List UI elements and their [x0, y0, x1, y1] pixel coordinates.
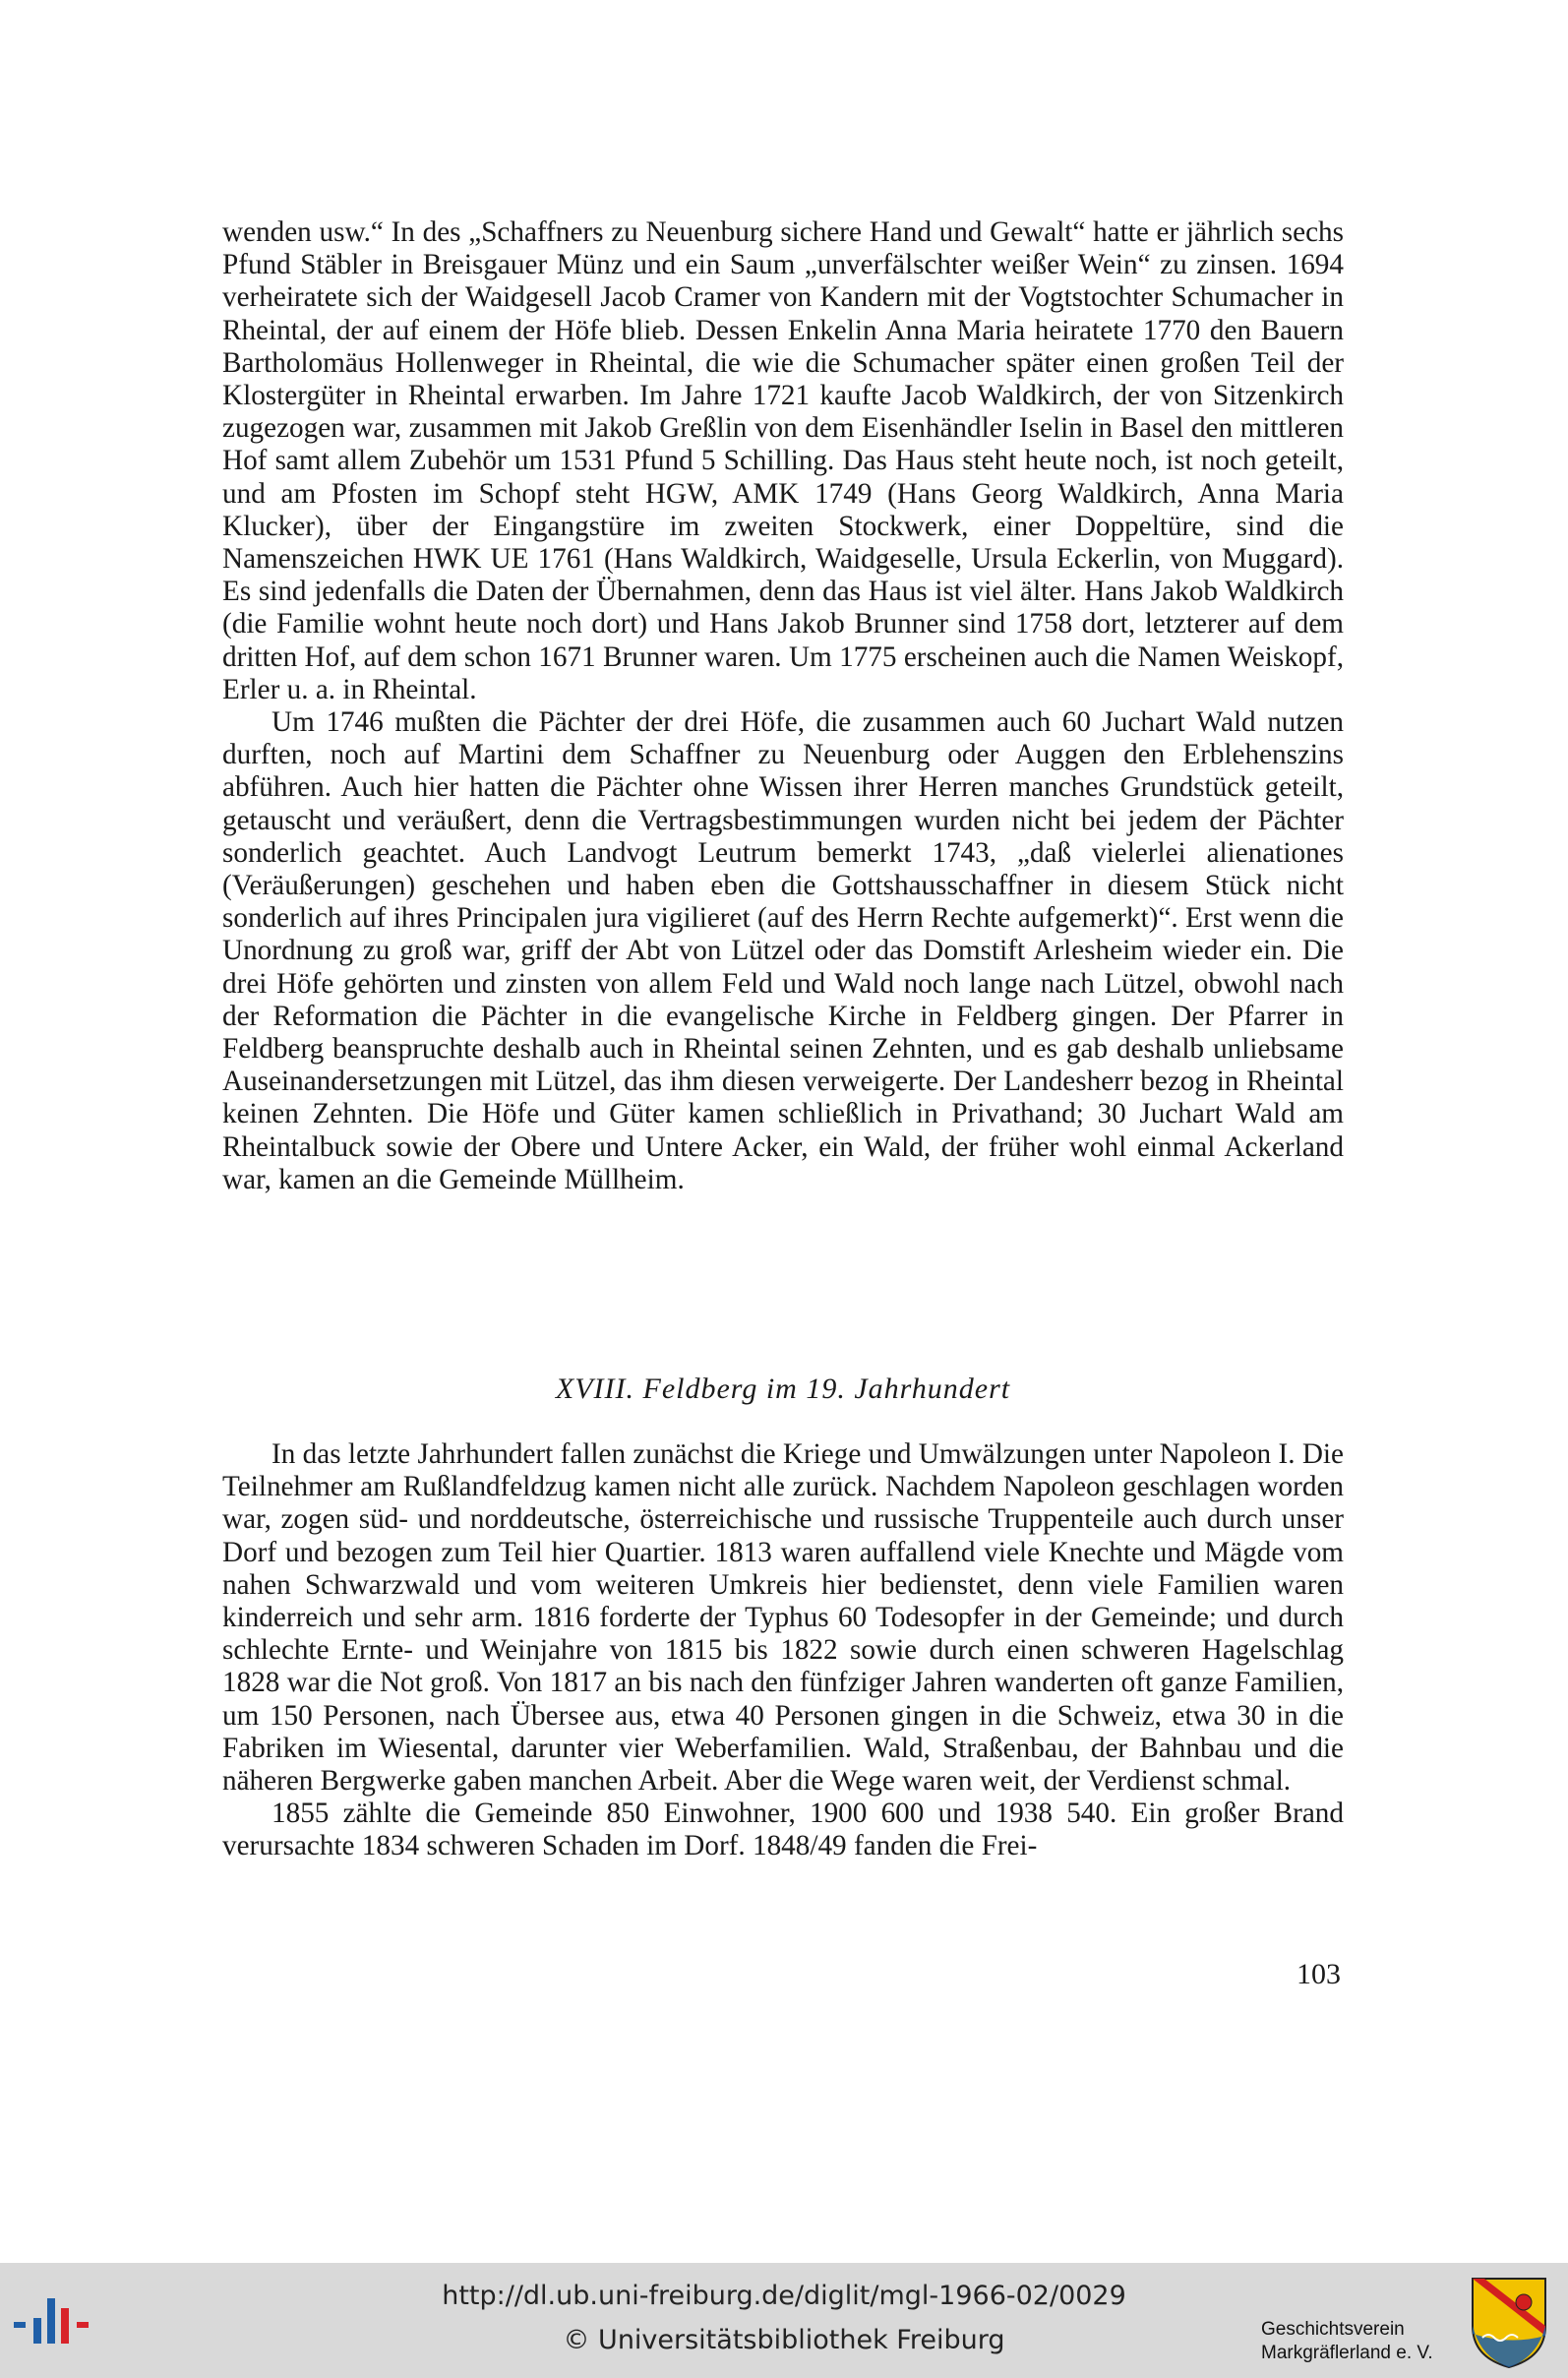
source-url-link[interactable]: http://dl.ub.uni-freiburg.de/diglit/mgl-1966-02/0029 — [442, 2281, 1126, 2311]
paragraph: 1855 zählte die Gemeinde 850 Einwohner, 1900 600 und 1938 540. Ein großer Brand verursachte 1834 schweren Schaden im Dorf. 1848/49 fanden die Frei- — [222, 1798, 1344, 1862]
paragraph: Um 1746 mußten die Pächter der drei Höfe, die zusammen auch 60 Juchart Wald nutzen durften, noch auf Martini dem Schaffner zu Neuenburg oder Auggen den Erblehenszins abführen. Auch hier hatten die Pächter ohne Wissen ihrer Herren manches Grundstück geteilt, getauscht und veräußert, denn die Vertragsbestimmungen wurden nicht bei jedem der Pächter sonderlich geachtet. Auch Landvogt Leutrum bemerkt 1743, „daß vielerlei alienationes (Veräußerungen) geschehen und haben eben die Gottshausschaffner in diesem Stück nicht sonderlich auf ihres Principalen jura vigilieret (auf des Herrn Rechte aufgemerkt)“. Erst wenn die Unordnung zu groß war, griff der Abt von Lützel oder das Domstift Arlesheim wieder ein. Die drei Höfe gehörten und zinsten von allem Feld und Wald noch lange nach Lützel, obwohl nach der Reformation die Pächter in die evangelische Kirche in Feldberg gingen. Der Pfarrer in Feldberg beanspruchte deshalb auch in Rheintal seinen Zehnten, und es gab deshalb unliebsame Auseinandersetzungen mit Lützel, das ihm diesen verweigerte. Der Landesherr bezog in Rheintal keinen Zehnten. Die Höfe und Güter kamen schließlich in Privathand; 30 Juchart Wald am Rheintalbuck sowie der Obere und Untere Acker, ein Wald, der früher wohl einmal Ackerland war, kamen an die Gemeinde Müllheim. — [222, 706, 1344, 1195]
organization-name — [1261, 2318, 1468, 2365]
body-text-top — [222, 216, 1344, 1196]
copyright-text: © Universitätsbibliothek Freiburg — [563, 2325, 1005, 2355]
coat-of-arms-icon — [1471, 2277, 1547, 2369]
footer-bar — [0, 2263, 1568, 2378]
paragraph: wenden usw.“ In des „Schaffners zu Neuenburg sichere Hand und Gewalt“ hatte er jährlich sechs Pfund Stäbler in Breisgauer Münz und ein Saum „unverfälschter weißer Wein“ zu zinsen. 1694 verheiratete sich der Waidgesell Jacob Cramer von Kandern mit der Vogtstochter Schumacher in Rheintal, der auf einem der Höfe blieb. Dessen Enkelin Anna Maria heiratete 1770 den Bauern Bartholomäus Hollenweger in Rheintal, die wie die Schumacher später einen großen Teil der Klostergüter in Rheintal erwarben. Im Jahre 1721 kaufte Jacob Waldkirch, der von Sitzenkirch zugezogen war, zusammen mit Jakob Greßlin von dem Eisenhändler Iselin in Basel den mittleren Hof samt allem Zubehör um 1531 Pfund 5 Schilling. Das Haus steht heute noch, ist noch geteilt, und am Pfosten im Schopf steht HGW, AMK 1749 (Hans Georg Waldkirch, Anna Maria Klucker), über der Eingangstüre im zweiten Stockwerk, einer Doppeltüre, sind die Namenszeichen HWK UE 1761 (Hans Waldkirch, Waidgeselle, Ursula Eckerlin, von Muggard). Es sind jedenfalls die Daten der Übernahmen, denn das Haus ist viel älter. Hans Jakob Waldkirch (die Familie wohnt heute noch dort) und Hans Jakob Brunner sind 1758 dort, letzterer auf dem dritten Hof, auf dem schon 1671 Brunner waren. Um 1775 erscheinen auch die Namen Weiskopf, Erler u. a. in Rheintal. — [222, 216, 1344, 705]
body-text-bottom — [222, 1438, 1344, 1863]
paragraph: In das letzte Jahrhundert fallen zunächst die Kriege und Umwälzungen unter Napoleon I. Die Teilnehmer am Rußlandfeldzug kamen nicht alle zurück. Nachdem Napoleon geschlagen worden war, zogen süd- und norddeutsche, österreichische und russische Truppenteile auch durch unser Dorf und bezogen zum Teil hier Quartier. 1813 waren auffallend viele Knechte und Mägde vom nahen Schwarzwald und vom weiteren Umkreis hier bedienstet, denn viele Familien waren kinderreich und sehr arm. 1816 forderte der Typhus 60 Todesopfer in der Gemeinde; und durch schlechte Ernte- und Weinjahre von 1815 bis 1822 sowie durch einen schweren Hagelschlag 1828 war die Not groß. Von 1817 an bis nach den fünfziger Jahren wanderten oft ganze Familien, um 150 Personen, nach Übersee aus, etwa 40 Personen gingen in die Schweiz, etwa 30 in die Fabriken im Wiesental, darunter vier Weberfamilien. Wald, Straßenbau, der Bahnbau und die näheren Bergwerke gaben manchen Arbeit. Aber die Wege waren weit, der Verdienst schmal. — [222, 1438, 1344, 1798]
org-line-2: Markgräflerland e. V. — [1261, 2343, 1433, 2363]
page-number: 103 — [1297, 1958, 1341, 1990]
org-line-1: Geschichtsverein — [1261, 2319, 1405, 2340]
section-heading: XVIII. Feldberg im 19. Jahrhundert — [555, 1372, 1011, 1405]
